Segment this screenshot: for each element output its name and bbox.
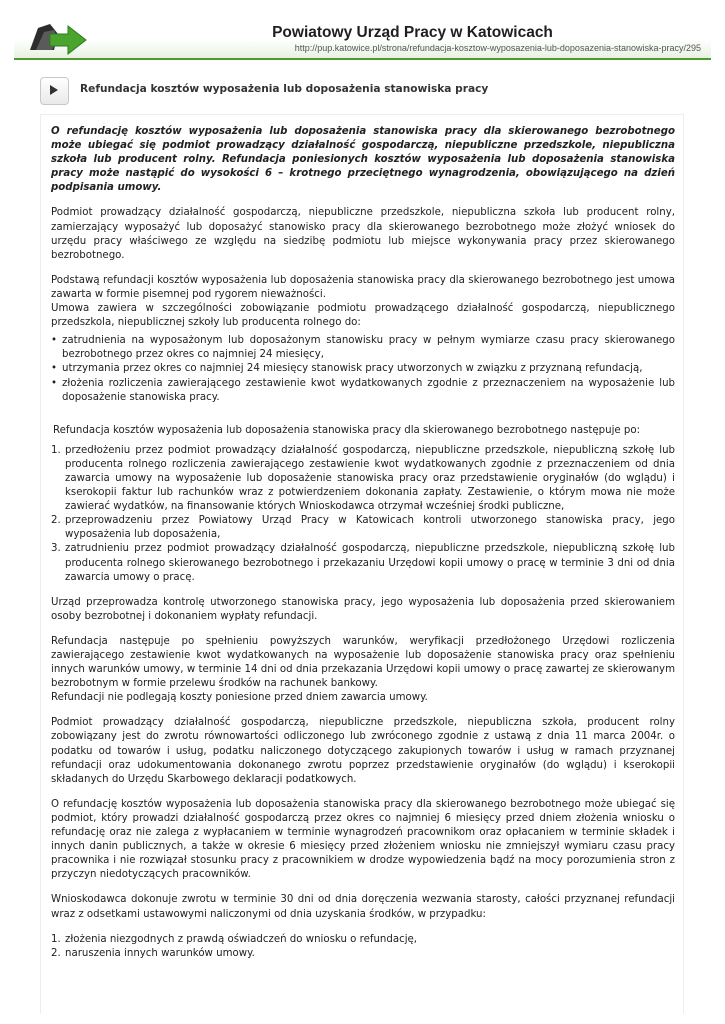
page-title-bar	[40, 76, 680, 106]
paragraph: O refundację kosztów wyposażenia lub doposażenia stanowiska pracy dla skierowanego bezrobotnego może ubiegać się podmiot, który prowadzi działalność gospodarczą przez okres co najmniej 6 miesięcy przed dniem złożenia wniosku o refundację oraz nie zalega z wypłacaniem w terminie wynagrodzeń pracownikom oraz opłacaniem w terminie składek i innych danin publicznych, a także w okresie 6 miesięcy przed złożeniem wniosku nie zmniejszył wymiaru czasu pracy pracownika i nie rozwiązał stosunku pracy z pracownikiem w drodze wypowiedzenia bądź na mocy porozumienia stron z przyczyn niedotyczących pracowników.	[51, 798, 675, 881]
page-url[interactable]: http://pup.katowice.pl/strona/refundacja-kosztow-wyposazenia-lub-doposazenia-stanowiska-pracy/295	[294, 43, 701, 53]
steps-list	[51, 444, 675, 585]
list-item: • utrzymania przez okres co najmniej 24 miesięcy stanowisk pracy utworzonych w związku z przyznaną refundacją,	[51, 362, 675, 376]
list-item: 1. przedłożeniu przez podmiot prowadzący działalność gospodarczą, niepubliczne przedszkole, niepubliczną szkołę lub producenta rolnego rozliczenia zawierającego zestawienie kwot wydatkowanych zgodnie z przeznaczeniem od dnia zawarcia umowy na wyposażenie lub doposażenie stanowiska pracy oraz przedstawienie oryginałów (do wglądu) i kserokopii faktur lub rachunków wraz z potwierdzeniem dokonania zapłaty. Zestawienie, o którym mowa nie może zawierać wydatków, na finansowanie których Wnioskodawca otrzymał wcześniej środki publiczne,	[51, 444, 675, 513]
list-item: • złożenia rozliczenia zawierającego zestawienie kwot wydatkowanych zgodnie z przeznaczeniem na wyposażenie lub doposażenie stanowiska pracy.	[51, 377, 675, 405]
site-title: Powiatowy Urząd Pracy w Katowicach	[272, 24, 553, 41]
page-title: Refundacja kosztów wyposażenia lub doposażenia stanowiska pracy	[80, 83, 489, 95]
return-cases-list	[51, 933, 675, 961]
play-arrow-icon	[40, 77, 69, 105]
paragraph: Refundacji nie podlegają koszty poniesione przed dniem zawarcia umowy.	[51, 692, 428, 704]
site-header	[14, 18, 711, 60]
lead-paragraph: O refundację kosztów wyposażenia lub doposażenia stanowiska pracy dla skierowanego bezrobotnego może ubiegać się podmiot prowadzący działalność gospodarczą, niepubliczne przedszkole, niepubliczna szkoła lub producent rolny. Refundacja poniesionych kosztów wyposażenia lub doposażenia stanowiska pracy może nastąpić do wysokości 6 – krotnego przeciętnego wynagrodzenia, obowiązującego na dzień podpisania umowy.	[51, 126, 675, 194]
list-item: 2. naruszenia innych warunków umowy.	[51, 947, 255, 959]
obligations-list	[51, 334, 675, 404]
paragraph: Podmiot prowadzący działalność gospodarczą, niepubliczne przedszkole, niepubliczna szkoła, producent rolny zobowiązany jest do zwrotu równowartości odliczonego lub zwróconego zgodnie z ustawą z dnia 11 marca 2004r. o podatku od towarów i usług, podatku naliczonego dotyczącego zakupionych towarów i usług w ramach przyznanej refundacji oraz udokumentowania dokonanego zwrotu poprzez przedstawienie oryginałów (do wglądu) i kserokopii składanych do Urzędu Skarbowego deklaracji podatkowych.	[51, 717, 675, 785]
logo-arrow-icon	[28, 20, 88, 56]
paragraph: Refundacja następuje po spełnieniu powyższych warunków, weryfikacji przedłożonego Urzędowi rozliczenia zawierającego zestawienie kwot wydatkowanych na wyposażenie lub doposażenie stanowiska pracy oraz spełnieniu innych warunków umowy, w terminie 14 dni od dnia przekazania Urzędowi kopii umowy o pracę zawartej ze skierowanym bezrobotnym w formie przelewu środków na rachunek bankowy.	[51, 635, 675, 690]
paragraph: Urząd przeprowadza kontrolę utworzonego stanowiska pracy, jego wyposażenia lub doposażenia przed skierowaniem osoby bezrobotnej i dokonaniem wypłaty refundacji.	[51, 596, 675, 622]
list-item: 1. złożenia niezgodnych z prawdą oświadczeń do wniosku o refundację,	[51, 933, 418, 945]
article-content	[40, 114, 684, 1014]
paragraph: Umowa zawiera w szczególności zobowiązanie podmiotu prowadzącego działalność gospodarczą, niepublicznego przedszkola, niepublicznej szkoły lub producenta rolnego do:	[51, 303, 675, 329]
paragraph: Podmiot prowadzący działalność gospodarczą, niepubliczne przedszkole, niepubliczna szkoła lub producent rolny, zamierzający wyposażyć lub doposażyć stanowisko pracy dla skierowanego bezrobotnego może złożyć wniosek do urzędu pracy właściwego ze względu na siedzibę podmiotu lub miejsce wykonywania pracy przez skierowanego bezrobotnego.	[51, 207, 675, 261]
list-item: 3. zatrudnieniu przez podmiot prowadzący działalność gospodarczą, niepubliczne przedszkole, niepubliczną szkołę lub producenta rolnego skierowanego bezrobotnego i przekazaniu Urzędowi kopii umowy o pracę w terminie 3 dni od dnia zawarcia umowy o pracę.	[51, 543, 675, 583]
paragraph: Podstawą refundacji kosztów wyposażenia lub doposażenia stanowiska pracy dla skierowanego bezrobotnego jest umowa zawarta w formie pisemnej pod rygorem nieważności.	[51, 274, 675, 300]
list-item: • zatrudnienia na wyposażonym lub doposażonym stanowisku pracy w pełnym wymiarze czasu pracy skierowanego bezrobotnego przez okres co najmniej 24 miesięcy,	[51, 334, 675, 362]
list-item: 2. przeprowadzeniu przez Powiatowy Urząd Pracy w Katowicach kontroli utworzonego stanowiska pracy, jego wyposażenia lub doposażenia,	[51, 515, 675, 541]
paragraph: Wnioskodawca dokonuje zwrotu w terminie 30 dni od dnia doręczenia wezwania starosty, całości przyznanej refundacji wraz z odsetkami ustawowymi naliczonymi od dnia uzyskania środków, w przypadku:	[51, 894, 675, 920]
paragraph: Refundacja kosztów wyposażenia lub doposażenia stanowiska pracy dla skierowanego bezrobotnego następuje po:	[53, 424, 641, 436]
